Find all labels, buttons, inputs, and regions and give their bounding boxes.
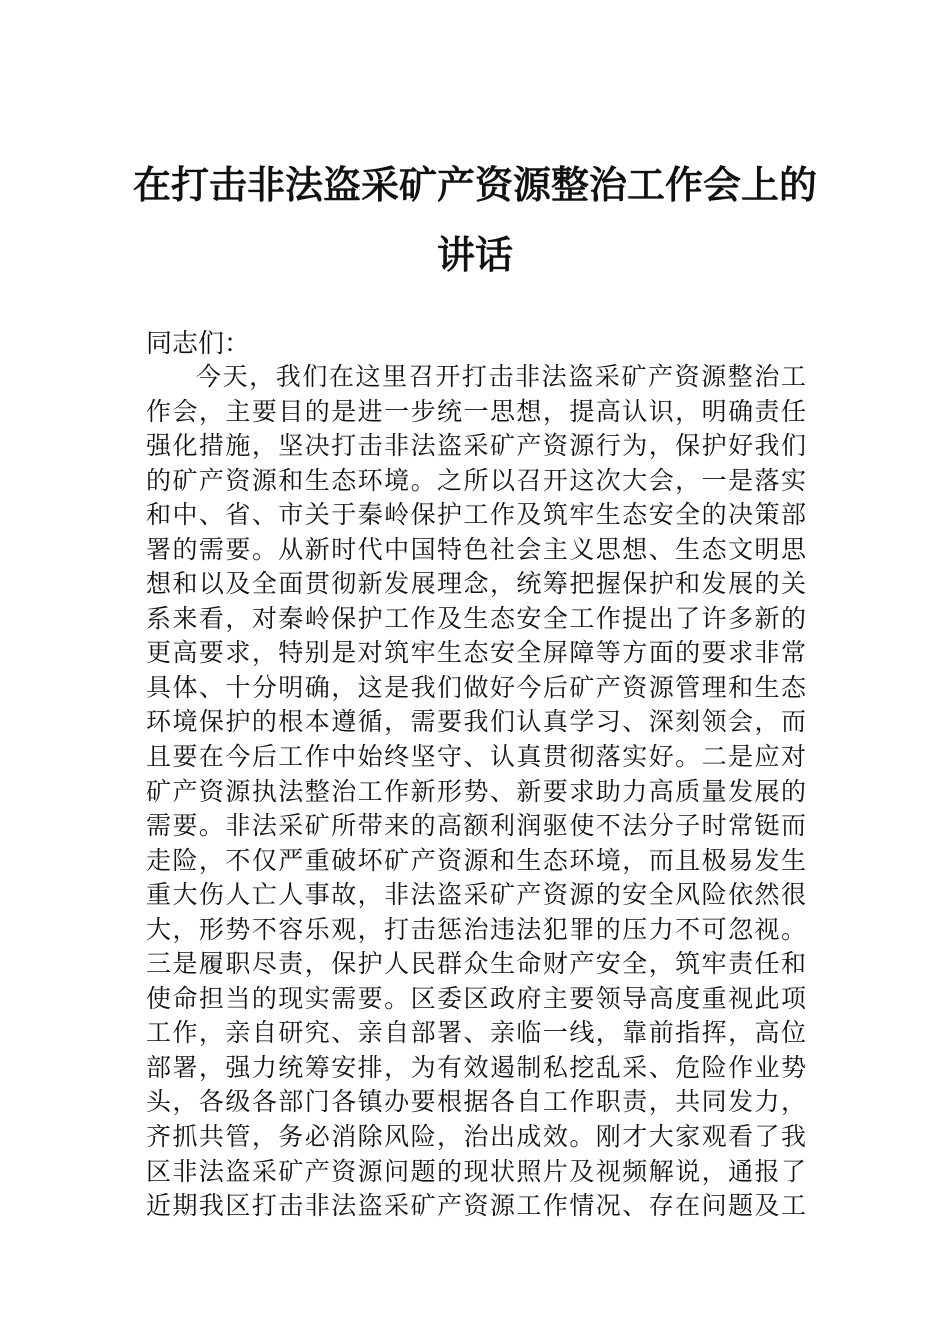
body-line: 作会，主要目的是进一步统一思想，提高认识，明确责任 — [146, 396, 806, 426]
body-line: 环境保护的根本遵循，需要我们认真学习、深刻领会，而 — [146, 707, 806, 737]
body-paragraph — [146, 360, 806, 1224]
body-line: 署的需要。从新时代中国特色社会主义思想、生态文明思 — [146, 534, 806, 564]
body-line: 强化措施，坚决打击非法盗采矿产资源行为，保护好我们 — [146, 431, 806, 461]
body-line: 和中、省、市关于秦岭保护工作及筑牢生态安全的决策部 — [146, 500, 806, 530]
body-line: 想和以及全面贯彻新发展理念，统筹把握保护和发展的关 — [146, 569, 806, 599]
body-line: 需要。非法采矿所带来的高额利润驱使不法分子时常铤而 — [146, 811, 806, 841]
body-line: 使命担当的现实需要。区委区政府主要领导高度重视此项 — [146, 983, 806, 1013]
body-line: 重大伤人亡人事故，非法盗采矿产资源的安全风险依然很 — [146, 880, 806, 910]
body-line: 更高要求，特别是对筑牢生态安全屏障等方面的要求非常 — [146, 638, 806, 668]
body-line: 走险，不仅严重破坏矿产资源和生态环境，而且极易发生 — [146, 845, 806, 875]
document-title-line-1: 在打击非法盗采矿产资源整治工作会上的 — [132, 162, 817, 207]
body-line: 齐抓共管，务必消除风险，治出成效。刚才大家观看了我 — [146, 1122, 806, 1152]
document-title-line-2: 讲话 — [436, 232, 513, 277]
body-line: 区非法盗采矿产资源问题的现状照片及视频解说，通报了 — [146, 1156, 806, 1186]
body-line: 部署，强力统筹安排，为有效遏制私挖乱采、危险作业势 — [146, 1052, 806, 1082]
body-line: 且要在今后工作中始终坚守、认真贯彻落实好。二是应对 — [146, 742, 806, 772]
body-line: 近期我区打击非法盗采矿产资源工作情况、存在问题及工 — [146, 1191, 806, 1221]
body-line: 今天，我们在这里召开打击非法盗采矿产资源整治工 — [196, 362, 806, 391]
salutation: 同志们： — [146, 329, 251, 359]
body-line: 工作，亲自研究、亲自部署、亲临一线，靠前指挥，高位 — [146, 1018, 806, 1048]
body-line: 系来看，对秦岭保护工作及生态安全工作提出了许多新的 — [146, 603, 806, 633]
body-line: 三是履职尽责，保护人民群众生命财产安全，筑牢责任和 — [146, 949, 806, 979]
body-line: 矿产资源执法整治工作新形势、新要求助力高质量发展的 — [146, 776, 806, 806]
body-line: 的矿产资源和生态环境。之所以召开这次大会，一是落实 — [146, 465, 806, 495]
body-line: 大，形势不容乐观，打击惩治违法犯罪的压力不可忽视。 — [146, 914, 806, 944]
body-line: 头，各级各部门各镇办要根据各自工作职责，共同发力， — [146, 1087, 806, 1117]
body-line: 具体、十分明确，这是我们做好今后矿产资源管理和生态 — [146, 672, 806, 702]
